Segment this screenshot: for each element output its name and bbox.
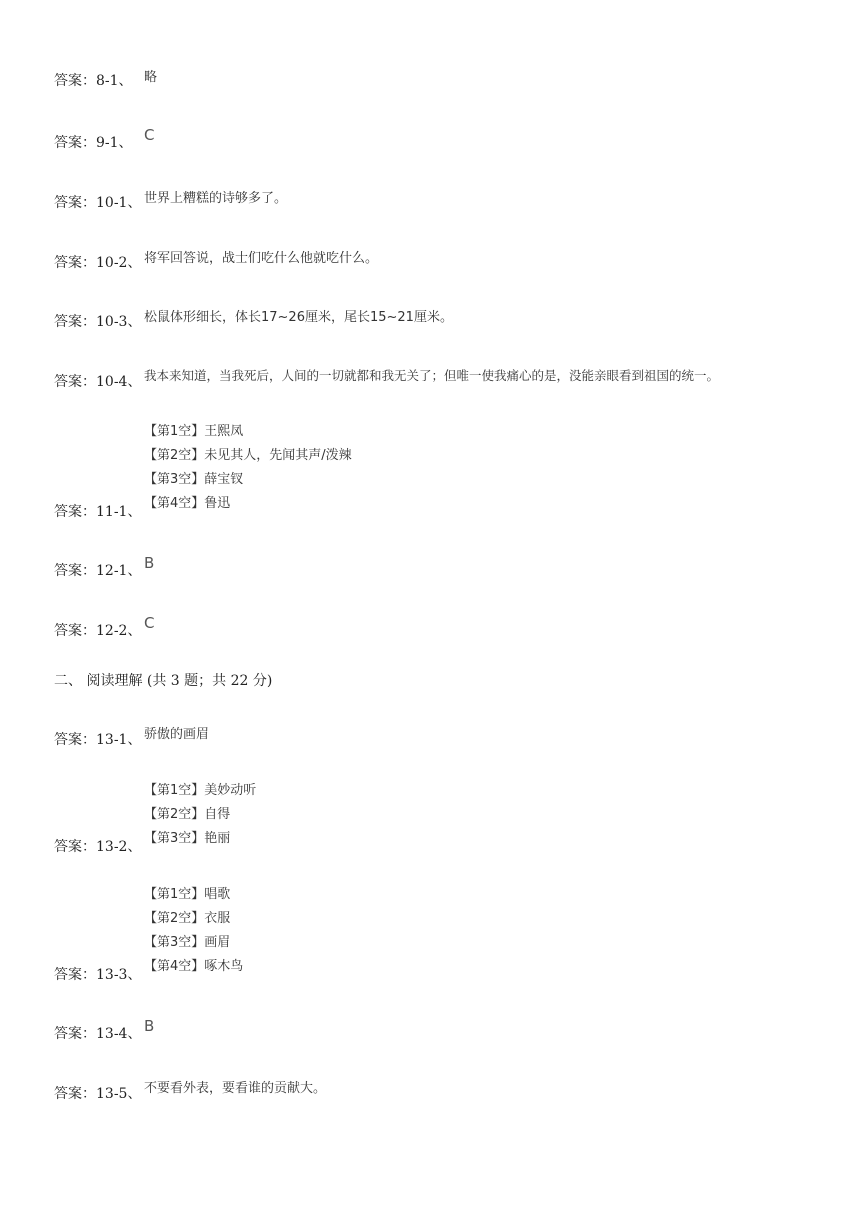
answer-label-10-4: 答案：10-4、 [54,374,142,390]
answer-lines-13-3 [144,883,243,979]
blank-line: 【第2空】未见其人，先闻其声/泼辣 [144,448,352,463]
answer-label-11-1: 答案：11-1、 [54,504,142,520]
answer-label-13-1: 答案：13-1、 [54,732,142,748]
answer-text-10-2: 将军回答说，战士们吃什么他就吃什么。 [144,251,379,266]
blank-line: 【第4空】鲁迅 [144,496,231,511]
blank-line: 【第2空】衣服 [144,911,231,926]
answer-text-12-2: C [144,614,155,632]
blank-line: 【第2空】自得 [144,807,231,822]
answer-text-12-1: B [144,554,155,572]
answer-text-13-5: 不要看外表，要看谁的贡献大。 [144,1081,327,1096]
answer-text-10-4: 我本来知道，当我死后，人间的一切就都和我无关了；但唯一使我痛心的是，没能亲眼看到祖国的统一。 [144,368,720,383]
answer-label-13-5: 答案：13-5、 [54,1086,142,1102]
answer-label-13-4: 答案：13-4、 [54,1026,142,1042]
blank-line: 【第3空】画眉 [144,935,231,950]
answer-label-9-1: 答案：9-1、 [54,135,133,151]
answer-label-8-1: 答案：8-1、 [54,73,133,89]
blank-line: 【第3空】薛宝钗 [144,472,244,487]
answer-label-10-1: 答案：10-1、 [54,195,142,211]
answer-label-10-2: 答案：10-2、 [54,255,142,271]
answer-label-10-3: 答案：10-3、 [54,314,142,330]
answer-lines-13-2 [144,779,256,851]
answer-label-12-1: 答案：12-1、 [54,563,142,579]
answer-text-9-1: C [144,126,155,144]
blank-line: 【第4空】啄木鸟 [144,959,244,974]
answer-text-13-4: B [144,1017,155,1035]
answer-label-12-2: 答案：12-2、 [54,623,142,639]
answer-text-13-1: 骄傲的画眉 [144,727,210,742]
blank-line: 【第3空】艳丽 [144,831,231,846]
blank-line: 【第1空】唱歌 [144,887,231,902]
answer-label-13-3: 答案：13-3、 [54,967,142,983]
blank-line: 【第1空】王熙凤 [144,424,244,439]
answer-text-8-1: 略 [144,70,158,85]
blank-line: 【第1空】美妙动听 [144,783,257,798]
answer-lines-11-1 [144,420,352,516]
section-heading: 二、 阅读理解 (共 3 题；共 22 分) [54,673,273,689]
answer-text-10-3: 松鼠体形细长，体长17~26厘米，尾长15~21厘米。 [144,310,453,325]
answer-label-13-2: 答案：13-2、 [54,839,142,855]
answer-text-10-1: 世界上糟糕的诗够多了。 [144,191,288,206]
